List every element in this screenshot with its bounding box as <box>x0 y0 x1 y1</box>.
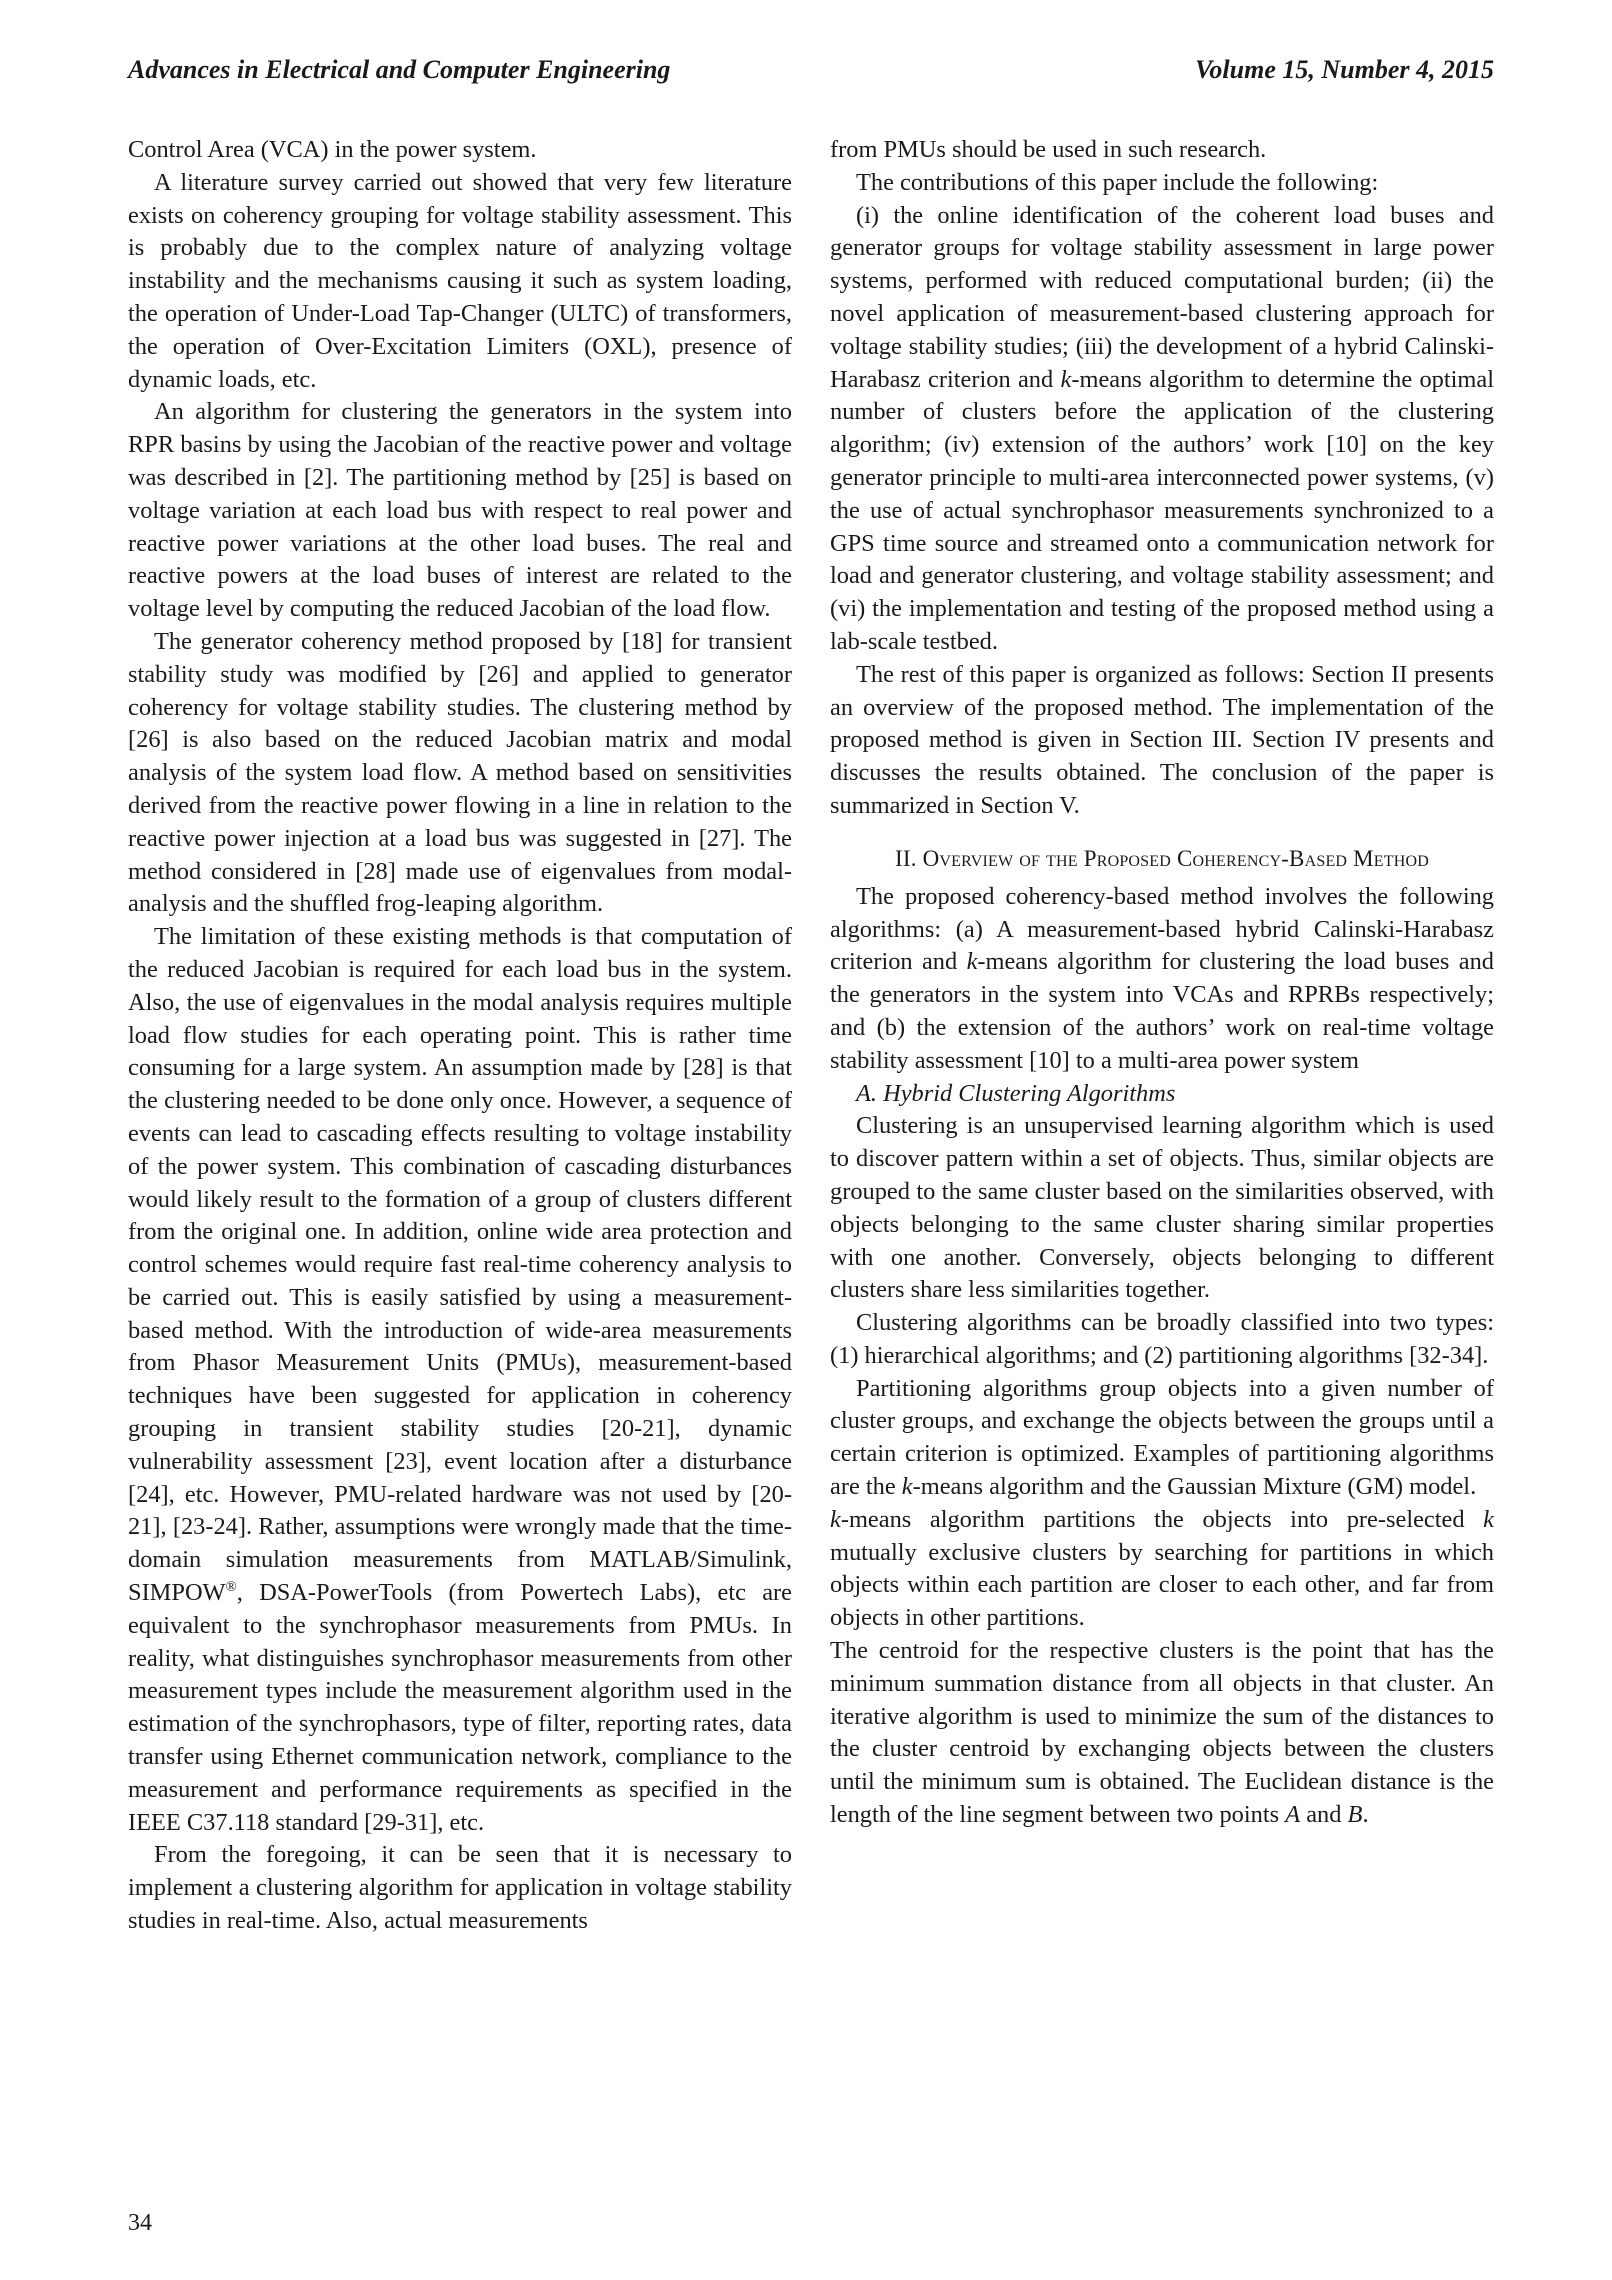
italic-k: k <box>1483 1505 1494 1533</box>
text-run: -means algorithm and the Gaussian Mixture (GM) model. <box>912 1473 1477 1501</box>
italic-k: k <box>966 948 978 976</box>
section-title: Overview of the Proposed Coherency-Based Method <box>922 845 1429 871</box>
paragraph <box>128 921 792 1839</box>
text-run: mutually exclusive clusters by searching for partitions in which objects within each partition are closer to each other, and far from objects in other partitions. <box>830 1538 1494 1632</box>
paragraph <box>830 1504 1494 1635</box>
text-run: -means algorithm to determine the optimal number of clusters before the application of the clustering algorithm; (iv) extension of the authors’ work [10] on the key generator principle to multi-area interconnected power systems, (v) the use of actual synchrophasor measurements synchronized to a GPS time source and streamed onto a communication network for load and generator clustering, and voltage stability assessment; and (vi) the implementation and testing of the proposed method using a lab-scale testbed. <box>830 365 1494 655</box>
paragraph: An algorithm for clustering the generators in the system into RPR basins by using the Jacobian of the reactive power and voltage was described in [2]. The partitioning method by [25] is based on voltage variation at each load bus with respect to real power and reactive power variations at the other load buses. The real and reactive powers at the load buses of interest are related to the voltage level by computing the reduced Jacobian of the load flow. <box>128 398 792 623</box>
text-run: The centroid for the respective clusters is the point that has the minimum summation distance from all objects in that cluster. An iterative algorithm is used to minimize the sum of the distances to the cluster centroid by exchanging objects between the clusters until the minimum sum is obtained. The Euclidean distance is the length of the line segment between two points <box>830 1637 1494 1829</box>
italic-k: k <box>830 1505 841 1533</box>
italic-k: k <box>901 1473 913 1501</box>
paragraph: The generator coherency method proposed by [18] for transient stability study was modified by [26] and applied to generator coherency for voltage stability studies. The clustering method by [26] is also based on the reduced Jacobian matrix and modal analysis of the system load flow. A method based on sensitivities derived from the reactive power flowing in a line in relation to the reactive power injection at a load bus was suggested in [27]. The method considered in [28] made use of eigenvalues from modal-analysis and the shuffled frog-leaping algorithm. <box>128 627 792 918</box>
paragraph: The rest of this paper is organized as follows: Section II presents an overview of the proposed method. The implementation of the proposed method is given in Section III. Section IV presents and discusses the results obtained. The conclusion of the paper is summarized in Section V. <box>830 660 1494 819</box>
italic-point-b: B <box>1347 1801 1363 1829</box>
paragraph <box>830 200 1494 659</box>
text-run: . <box>1362 1801 1369 1829</box>
text-run: The limitation of these existing methods is that computation of the reduced Jacobian is required for each load bus in the system. Also, the use of eigenvalues in the modal analysis requires multiple load flow studies for each operating point. This is rather time consuming for a large system. An assumption made by [28] is that the clustering needed to be done only once. However, a sequence of events can lead to cascading effects resulting to voltage instability of the power system. This combination of cascading disturbances would likely result to the formation of a group of clusters different from the original one. In addition, online wide area protection and control schemes would require fast real-time coherency analysis to be carried out. This is easily satisfied by using a measurement-based method. With the introduction of wide-area measurements from Phasor Measurement Units (PMUs), measurement-based techniques have been suggested for application in coherency grouping in transient stability studies [20-21], dynamic vulnerability assessment [23], event location after a disturbance [24], etc. However, PMU-related hardware was not used by [20-21], [23-24]. Rather, assumptions were wrongly made that the time-domain simulation measurements from MATLAB/Simulink, SIMPOW <box>128 923 792 1607</box>
paragraph: Clustering is an unsupervised learning algorithm which is used to discover pattern within a set of objects. Thus, similar objects are grouped to the same cluster based on the similarities observed, with objects belonging to the same cluster sharing similar properties with one another. Conversely, objects belonging to different clusters share less similarities together. <box>830 1112 1494 1304</box>
volume-info: Volume 15, Number 4, 2015 <box>1194 55 1494 84</box>
paragraph: From the foregoing, it can be seen that it is necessary to implement a clustering algorithm for application in voltage stability studies in real-time. Also, actual measurements <box>128 1841 792 1935</box>
text-run: -means algorithm partitions the objects into pre-selected <box>840 1505 1484 1533</box>
right-column <box>830 134 1494 1832</box>
text-run: -means algorithm for clustering the load buses and the generators in the system into VCAs and RPRBs respectively; and (b) the extension of the authors’ work on real-time voltage stability assessment [10] to a multi-area power system <box>830 948 1495 1074</box>
paragraph <box>830 881 1494 1078</box>
paragraph: from PMUs should be used in such research. <box>830 136 1267 163</box>
paragraph: Control Area (VCA) in the power system. <box>128 136 537 163</box>
subsection-heading: A. Hybrid Clustering Algorithms <box>856 1079 1176 1107</box>
section-heading <box>850 843 1474 875</box>
text-run: (i) the online identification of the coherent load buses and generator groups for voltage stability assessment in large power systems, performed with reduced computational burden; (ii) the novel application of measurement-based clustering approach for voltage stability studies; (iii) the development of a hybrid Calinski-Harabasz criterion and <box>830 201 1494 393</box>
section-number: II. <box>894 845 917 871</box>
paragraph: A literature survey carried out showed that very few literature exists on coherency grouping for voltage stability assessment. This is probably due to the complex nature of analyzing voltage instability and the mechanisms causing it such as system loading, the operation of Under-Load Tap-Changer (ULTC) of transformers, the operation of Over-Excitation Limiters (OXL), presence of dynamic loads, etc. <box>128 168 792 393</box>
text-run: , DSA-PowerTools (from Powertech Labs), etc are equivalent to the synchrophasor measurements from PMUs. In reality, what distinguishes synchrophasor measurements from other measurement types include the measurement algorithm used in the estimation of the synchrophasors, type of filter, reporting rates, data transfer using Ethernet communication network, compliance to the measurement and performance requirements as specified in the IEEE C37.118 standard [29-31], etc. <box>128 1579 792 1836</box>
text-run: Partitioning algorithms group objects into a given number of cluster groups, and exchange the objects between the groups until a certain criterion is optimized. Examples of partitioning algorithms are the <box>830 1374 1494 1501</box>
journal-title: Advances in Electrical and Computer Engineering <box>128 55 671 84</box>
running-header <box>128 50 1494 90</box>
text-run: and <box>1300 1801 1348 1829</box>
paragraph <box>830 1635 1494 1832</box>
page-number: 34 <box>128 2210 152 2236</box>
paragraph: Clustering algorithms can be broadly classified into two types: (1) hierarchical algorithms; and (2) partitioning algorithms [32-34]. <box>830 1309 1494 1369</box>
italic-k: k <box>1060 365 1072 393</box>
paragraph: The contributions of this paper include the following: <box>856 168 1379 196</box>
text-run: The proposed coherency-based method involves the following algorithms: (a) A measurement-based hybrid Calinski-Harabasz criterion and <box>830 882 1494 976</box>
italic-point-a: A <box>1285 1801 1301 1829</box>
paragraph <box>830 1373 1494 1504</box>
left-column <box>128 134 792 1938</box>
registered-mark: ® <box>225 1578 237 1595</box>
